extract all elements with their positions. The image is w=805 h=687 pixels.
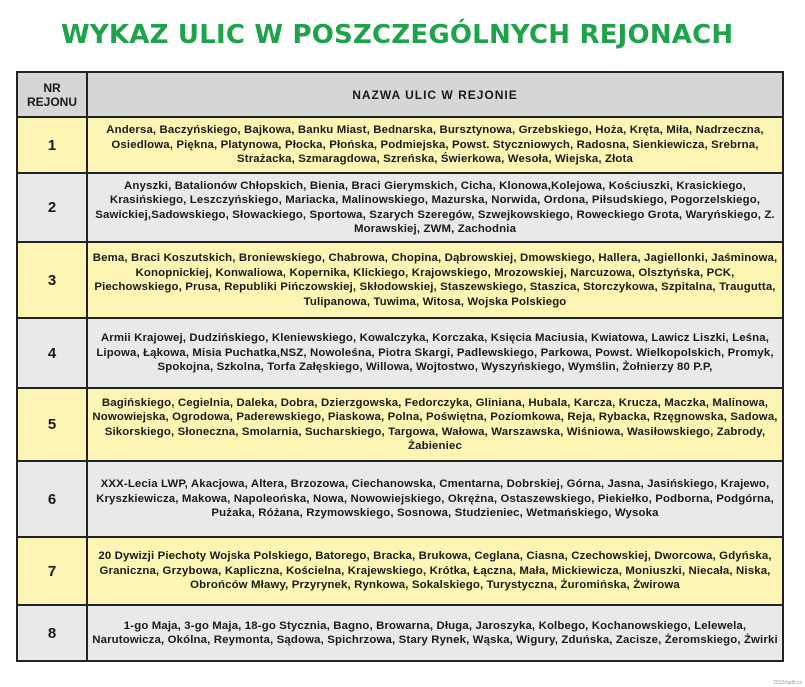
- region-number: 3: [17, 242, 87, 318]
- street-list: Anyszki, Batalionów Chłopskich, Bienia, Braci Gierymskich, Cicha, Klonowa,Kolejowa, Kościuszki, Krasickiego, Krasińskiego, Leszczyńskiego, Mariacka, Malinowskiego, Mazurska, Norwida, Ordona, Piłsudskiego, Pogorzelskiego, Sawickiej,Sadowskiego, Słowackiego, Sportowa, Szarych Szeregów, Szwejkowskiego, Roweckiego Grota, Waryńskiego, Z. Morawskiej, ZWM, Zachodnia: [87, 173, 783, 242]
- streets-table: [16, 71, 784, 662]
- region-number-header-line2: REJONU: [26, 94, 77, 109]
- street-list: Armii Krajowej, Dudzińskiego, Kleniewskiego, Kowalczyka, Korczaka, Księcia Maciusia, Kwiatowa, Lawicz Liszki, Leśna, Lipowa, Łąkowa, Misia Puchatka,NSZ, Nowoleśna, Piotra Skargi, Padlewskiego, Parkowa, Powst. Wielkopolskich, Promyk, Spokojna, Szkolna, Torfa Załęskiego, Willowa, Wojtostwo, Wyszyńskiego, Wymślin, Żołnierzy 80 P.P,: [87, 318, 783, 388]
- table-row-region-7: [17, 537, 783, 605]
- table-row-region-5: [17, 388, 783, 461]
- region-number: 4: [17, 318, 87, 388]
- footnote: 2012/rad/r.cs: [773, 680, 802, 686]
- table-row-region-8: [17, 605, 783, 661]
- street-list: Bagińskiego, Cegielnia, Daleka, Dobra, Dzierzgowska, Fedorczyka, Gliniana, Hubala, Karcza, Krucza, Maczka, Malinowa, Nowowiejska, Ogrodowa, Paderewskiego, Piaskowa, Polna, Poświętna, Poziomkowa, Reja, Rybacka, Rzęgnowska, Sadowa, Sikorskiego, Słoneczna, Smolarnia, Sucharskiego, Targowa, Wałowa, Warszawska, Wiśniowa, Wasiłowskiego, Zabrody, Żabieniec: [87, 388, 783, 461]
- street-list: Andersa, Baczyńskiego, Bajkowa, Banku Miast, Bednarska, Bursztynowa, Grzebskiego, Hoża, Kręta, Miła, Nadrzeczna, Osiedlowa, Piękna, Platynowa, Płocka, Płońska, Podmiejska, Powst. Styczniowych, Radosna, Sienkiewicza, Srebrna, Strażacka, Szmaragdowa, Szreńska, Świerkowa, Wesoła, Wiejska, Złota: [87, 117, 783, 173]
- street-list: Bema, Braci Koszutskich, Broniewskiego, Chabrowa, Chopina, Dąbrowskiej, Dmowskiego, Hallera, Jagiellonki, Jaśminowa, Konopnickiej, Konwaliowa, Kopernika, Klickiego, Krajowskiego, Mrozowskiej, Narcuzowa, Olsztyńska, PCK, Piechowskiego, Prusa, Republiki Pińczowskiej, Skłodowskiej, Staszewskiego, Staszica, Storczykowa, Szpitalna, Traugutta, Tulipanowa, Tuwima, Witosa, Wojska Polskiego: [87, 242, 783, 318]
- region-number: 2: [17, 173, 87, 242]
- column-header-region-number: [17, 72, 87, 117]
- region-number: 1: [17, 117, 87, 173]
- region-number: 8: [17, 605, 87, 661]
- table-row-region-3: [17, 242, 783, 318]
- table-row-region-1: [17, 117, 783, 173]
- street-list: 20 Dywizji Piechoty Wojska Polskiego, Batorego, Bracka, Brukowa, Ceglana, Ciasna, Czechowskiej, Dworcowa, Gdyńska, Graniczna, Grzybowa, Kapliczna, Kościelna, Krajewskiego, Krótka, Łączna, Mała, Mickiewicza, Moniuszki, Niecała, Niska, Obrońców Mławy, Przyrynek, Rynkowa, Sokalskiego, Turystyczna, Żuromińska, Żwirowa: [87, 537, 783, 605]
- region-number: 6: [17, 461, 87, 537]
- street-list: XXX-Lecia LWP, Akacjowa, Altera, Brzozowa, Ciechanowska, Cmentarna, Dobrskiej, Górna, Jasna, Jasińskiego, Krajewo, Kryszkiewicza, Makowa, Napoleońska, Nowa, Nowowiejskiego, Okrężna, Ostaszewskiego, Piekiełko, Podborna, Podgórna, Pużaka, Różana, Rzymowskiego, Sosnowa, Studzieniec, Wetmańskiego, Wysoka: [87, 461, 783, 537]
- street-list: 1-go Maja, 3-go Maja, 18-go Stycznia, Bagno, Browarna, Długa, Jaroszyka, Kolbego, Kochanowskiego, Lelewela, Narutowicza, Okólna, Reymonta, Sądowa, Spichrzowa, Stary Rynek, Wąska, Wigury, Zduńska, Zacisze, Żeromskiego, Żwirki: [87, 605, 783, 661]
- table-header-row: [17, 72, 783, 117]
- region-number: 5: [17, 388, 87, 461]
- region-number-header-line1: NR: [43, 80, 61, 95]
- region-number: 7: [17, 537, 87, 605]
- column-header-street-names: NAZWA ULIC W REJONIE: [87, 72, 783, 117]
- page-title: WYKAZ ULIC W POSZCZEGÓLNYCH REJONACH: [61, 20, 734, 50]
- table-row-region-2: [17, 173, 783, 242]
- table-row-region-4: [17, 318, 783, 388]
- table-row-region-6: [17, 461, 783, 537]
